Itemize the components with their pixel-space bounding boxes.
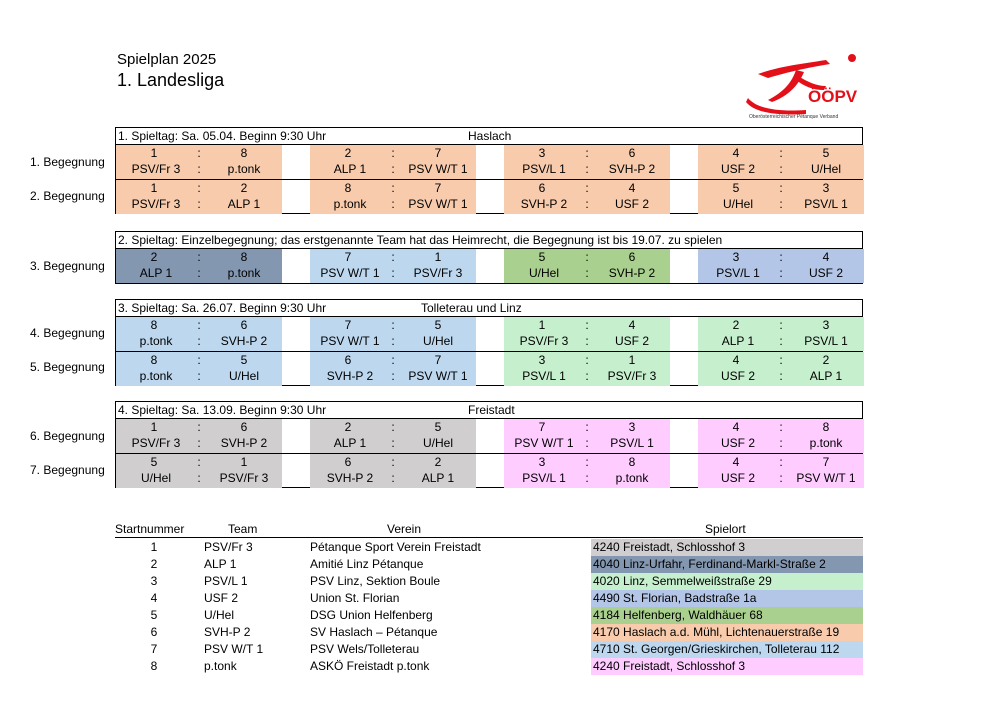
team-home: USF 2 <box>720 471 755 485</box>
team-home: PSV W/T 1 <box>320 266 380 280</box>
team-away: PSV W/T 1 <box>408 369 468 383</box>
team-away: ALP 1 <box>421 471 455 485</box>
team-code: PSV/Fr 3 <box>204 540 253 554</box>
team-away: USF 2 <box>614 197 649 211</box>
separator: : <box>197 353 201 367</box>
start-number-home: 2 <box>344 420 352 434</box>
start-number-home: 1 <box>150 181 158 195</box>
separator: : <box>197 146 201 160</box>
separator: : <box>391 334 395 348</box>
team-home: USF 2 <box>720 162 755 176</box>
start-number-away: 3 <box>628 420 636 434</box>
separator: : <box>779 250 783 264</box>
team-code: p.tonk <box>204 659 237 673</box>
team-home: p.tonk <box>333 197 367 211</box>
separator: : <box>585 353 589 367</box>
start-number-home: 4 <box>732 146 740 160</box>
separator: : <box>585 162 589 176</box>
match-row <box>116 419 862 453</box>
game-cell <box>310 352 476 386</box>
team-home: PSV/Fr 3 <box>519 334 569 348</box>
team-code: PSV W/T 1 <box>204 642 264 656</box>
separator: : <box>197 318 201 332</box>
team-home: U/Hel <box>722 197 753 211</box>
team-home: SVH-P 2 <box>326 369 374 383</box>
start-number-home: 7 <box>538 420 546 434</box>
venue: 4020 Linz, Semmelweißstraße 29 <box>591 573 863 590</box>
begegnung-label: 3. Begegnung <box>30 259 105 273</box>
start-number-home: 5 <box>150 455 158 469</box>
separator: : <box>585 455 589 469</box>
start-number-away: 6 <box>628 250 636 264</box>
separator: : <box>585 146 589 160</box>
separator: : <box>391 436 395 450</box>
game-cell <box>116 180 282 214</box>
start-number: 1 <box>150 540 158 554</box>
team-home: p.tonk <box>139 369 173 383</box>
team-home: PSV/Fr 3 <box>131 436 181 450</box>
start-number-away: 1 <box>434 250 442 264</box>
header-verein: Verein <box>387 522 422 536</box>
team-home: ALP 1 <box>721 334 755 348</box>
spieltag-title: 1. Spieltag: Sa. 05.04. Beginn 9:30 Uhr <box>118 129 327 143</box>
game-cell <box>698 454 864 488</box>
logo-name: ÖÖPV <box>808 87 858 106</box>
start-number-home: 2 <box>150 250 158 264</box>
start-number-away: 8 <box>628 455 636 469</box>
start-number-home: 5 <box>732 181 740 195</box>
team-home: U/Hel <box>140 471 171 485</box>
game-cell <box>116 419 282 453</box>
game-cell <box>698 145 864 179</box>
start-number: 7 <box>150 642 158 656</box>
separator: : <box>585 420 589 434</box>
match-row <box>116 179 862 213</box>
team-code: ALP 1 <box>204 557 237 571</box>
team-away: PSV/L 1 <box>610 436 654 450</box>
separator: : <box>585 250 589 264</box>
start-number-home: 2 <box>344 146 352 160</box>
game-cell <box>116 352 282 386</box>
separator: : <box>779 146 783 160</box>
begegnung-label: 6. Begegnung <box>30 429 105 443</box>
venue: 4710 St. Georgen/Grieskirchen, Tolleterau 112 <box>591 641 863 658</box>
team-away: U/Hel <box>810 162 841 176</box>
header-divider <box>115 537 863 538</box>
separator: : <box>585 369 589 383</box>
begegnung-label: 4. Begegnung <box>30 326 105 340</box>
match-row <box>116 351 862 385</box>
team-away: ALP 1 <box>227 197 261 211</box>
start-number-away: 8 <box>822 420 830 434</box>
game-cell <box>310 180 476 214</box>
separator: : <box>391 146 395 160</box>
start-number-home: 3 <box>538 146 546 160</box>
start-number-home: 7 <box>344 250 352 264</box>
game-cell <box>310 419 476 453</box>
separator: : <box>197 420 201 434</box>
game-cell <box>504 317 670 351</box>
team-home: ALP 1 <box>139 266 173 280</box>
team-home: PSV/Fr 3 <box>131 197 181 211</box>
start-number-away: 4 <box>628 318 636 332</box>
start-number-away: 5 <box>434 318 442 332</box>
start-number-away: 3 <box>822 181 830 195</box>
separator: : <box>585 334 589 348</box>
team-away: U/Hel <box>422 436 453 450</box>
spieltag-header <box>116 402 862 419</box>
table-row <box>115 590 863 607</box>
table-row <box>115 573 863 590</box>
separator: : <box>391 197 395 211</box>
team-away: SVH-P 2 <box>608 162 656 176</box>
oopv-logo <box>746 52 862 120</box>
header-spielort: Spielort <box>705 522 746 536</box>
start-number-home: 3 <box>538 353 546 367</box>
spieltag-place: Tolleterau und Linz <box>421 301 522 315</box>
team-home: U/Hel <box>528 266 559 280</box>
start-number-home: 6 <box>344 455 352 469</box>
separator: : <box>779 353 783 367</box>
separator: : <box>391 471 395 485</box>
club-name: ASKÖ Freistadt p.tonk <box>310 659 430 673</box>
start-number-away: 8 <box>240 250 248 264</box>
start-number-away: 5 <box>240 353 248 367</box>
separator: : <box>197 369 201 383</box>
separator: : <box>197 181 201 195</box>
game-cell <box>504 180 670 214</box>
table-row <box>115 641 863 658</box>
team-away: PSV W/T 1 <box>796 471 856 485</box>
team-away: USF 2 <box>614 334 649 348</box>
start-number: 3 <box>150 574 158 588</box>
separator: : <box>197 334 201 348</box>
start-number-home: 4 <box>732 455 740 469</box>
separator: : <box>197 197 201 211</box>
start-number-home: 6 <box>344 353 352 367</box>
separator: : <box>779 266 783 280</box>
team-away: SVH-P 2 <box>608 266 656 280</box>
start-number-away: 7 <box>434 353 442 367</box>
separator: : <box>391 318 395 332</box>
start-number: 2 <box>150 557 158 571</box>
separator: : <box>779 471 783 485</box>
table-row <box>115 658 863 675</box>
team-away: PSV/L 1 <box>804 334 848 348</box>
game-cell <box>698 317 864 351</box>
game-cell <box>504 419 670 453</box>
separator: : <box>391 369 395 383</box>
club-name: PSV Linz, Sektion Boule <box>310 574 441 588</box>
team-home: PSV/Fr 3 <box>131 162 181 176</box>
spieltag-header <box>116 232 862 249</box>
game-cell <box>698 419 864 453</box>
team-home: ALP 1 <box>333 162 367 176</box>
separator: : <box>391 181 395 195</box>
team-away: p.tonk <box>809 436 843 450</box>
table-row <box>115 539 863 556</box>
separator: : <box>197 436 201 450</box>
venue: 4240 Freistadt, Schlosshof 3 <box>591 539 863 556</box>
start-number-home: 6 <box>538 181 546 195</box>
separator: : <box>585 197 589 211</box>
team-home: PSV/L 1 <box>522 369 566 383</box>
separator: : <box>197 266 201 280</box>
spieltag-title: 2. Spieltag: Einzelbegegnung; das erstgenannte Team hat das Heimrecht, die Begegnung ist bis 19.07. zu spielen <box>118 233 723 247</box>
start-number-away: 6 <box>628 146 636 160</box>
separator: : <box>197 162 201 176</box>
start-number: 5 <box>150 608 158 622</box>
venue: 4040 Linz-Urfahr, Ferdinand-Markl-Straße 2 <box>591 556 863 573</box>
document-title: Spielplan 2025 <box>117 51 217 68</box>
team-home: USF 2 <box>720 369 755 383</box>
spieltag-4 <box>115 401 863 488</box>
start-number-away: 1 <box>240 455 248 469</box>
separator: : <box>391 353 395 367</box>
team-home: SVH-P 2 <box>326 471 374 485</box>
start-number-home: 2 <box>732 318 740 332</box>
separator: : <box>585 266 589 280</box>
spieltag-title: 3. Spieltag: Sa. 26.07. Beginn 9:30 Uhr <box>118 301 327 315</box>
team-away: p.tonk <box>615 471 649 485</box>
spieltag-3 <box>115 299 863 386</box>
game-cell <box>504 249 670 283</box>
game-cell <box>310 454 476 488</box>
start-number: 8 <box>150 659 158 673</box>
start-number-away: 2 <box>240 181 248 195</box>
start-number-home: 8 <box>344 181 352 195</box>
start-number-away: 4 <box>628 181 636 195</box>
team-away: SVH-P 2 <box>220 334 268 348</box>
start-number-away: 2 <box>434 455 442 469</box>
start-number-away: 2 <box>822 353 830 367</box>
start-number-home: 4 <box>732 353 740 367</box>
team-away: PSV W/T 1 <box>408 162 468 176</box>
spieltag-place: Haslach <box>468 129 512 143</box>
league-title: 1. Landesliga <box>117 70 225 90</box>
team-away: p.tonk <box>227 162 261 176</box>
game-cell <box>310 317 476 351</box>
club-name: Union St. Florian <box>310 591 400 605</box>
team-away: SVH-P 2 <box>220 436 268 450</box>
team-code: USF 2 <box>204 591 239 605</box>
separator: : <box>779 181 783 195</box>
start-number-home: 3 <box>732 250 740 264</box>
spieltag-2 <box>115 231 863 284</box>
team-away: USF 2 <box>808 266 843 280</box>
game-cell <box>504 145 670 179</box>
team-away: PSV/Fr 3 <box>607 369 657 383</box>
game-cell <box>116 454 282 488</box>
match-row <box>116 317 862 351</box>
team-away: p.tonk <box>227 266 261 280</box>
team-home: PSV W/T 1 <box>514 436 574 450</box>
match-row <box>116 145 862 179</box>
begegnung-label: 5. Begegnung <box>30 360 105 374</box>
spieltag-place: Freistadt <box>468 403 515 417</box>
team-away: U/Hel <box>422 334 453 348</box>
spieltag-title: 4. Spieltag: Sa. 13.09. Beginn 9:30 Uhr <box>118 403 327 417</box>
start-number-away: 3 <box>822 318 830 332</box>
game-cell <box>698 352 864 386</box>
game-cell <box>116 145 282 179</box>
game-cell <box>116 317 282 351</box>
start-number-away: 5 <box>822 146 830 160</box>
venue: 4170 Haslach a.d. Mühl, Lichtenauerstraße 19 <box>591 624 863 641</box>
team-home: p.tonk <box>139 334 173 348</box>
club-name: Amitié Linz Pétanque <box>310 557 424 571</box>
separator: : <box>779 455 783 469</box>
team-home: PSV/L 1 <box>522 162 566 176</box>
begegnung-label: 7. Begegnung <box>30 463 105 477</box>
separator: : <box>585 318 589 332</box>
match-row <box>116 453 862 487</box>
team-away: ALP 1 <box>809 369 843 383</box>
separator: : <box>391 420 395 434</box>
start-number-away: 7 <box>822 455 830 469</box>
game-cell <box>116 249 282 283</box>
match-row <box>116 249 862 283</box>
start-number-away: 4 <box>822 250 830 264</box>
start-number: 4 <box>150 591 158 605</box>
team-home: PSV/L 1 <box>522 471 566 485</box>
team-away: PSV/L 1 <box>804 197 848 211</box>
oopv-logo-graphic <box>746 52 862 120</box>
start-number-away: 6 <box>240 318 248 332</box>
team-home: USF 2 <box>720 436 755 450</box>
team-away: U/Hel <box>228 369 259 383</box>
start-number-home: 4 <box>732 420 740 434</box>
spieltag-header <box>116 128 862 145</box>
start-number-away: 1 <box>628 353 636 367</box>
table-row <box>115 556 863 573</box>
game-cell <box>698 249 864 283</box>
separator: : <box>197 471 201 485</box>
start-number-home: 1 <box>150 420 158 434</box>
table-row <box>115 607 863 624</box>
separator: : <box>779 436 783 450</box>
separator: : <box>391 455 395 469</box>
team-home: SVH-P 2 <box>520 197 568 211</box>
separator: : <box>779 197 783 211</box>
separator: : <box>779 420 783 434</box>
start-number-home: 8 <box>150 318 158 332</box>
separator: : <box>779 318 783 332</box>
table-row <box>115 624 863 641</box>
start-number-home: 1 <box>150 146 158 160</box>
start-number-away: 5 <box>434 420 442 434</box>
separator: : <box>779 334 783 348</box>
begegnung-label: 1. Begegnung <box>30 155 105 169</box>
start-number-away: 7 <box>434 181 442 195</box>
separator: : <box>585 471 589 485</box>
header-startnummer: Startnummer <box>115 522 185 536</box>
separator: : <box>779 369 783 383</box>
team-code: U/Hel <box>204 608 235 622</box>
spieltag-header <box>116 300 862 317</box>
start-number-home: 1 <box>538 318 546 332</box>
team-home: ALP 1 <box>333 436 367 450</box>
separator: : <box>391 250 395 264</box>
team-away: PSV/Fr 3 <box>219 471 269 485</box>
start-number-away: 7 <box>434 146 442 160</box>
separator: : <box>391 162 395 176</box>
logo-tagline: Oberösterreichischer Pétanque Verband <box>749 114 839 120</box>
start-number-away: 8 <box>240 146 248 160</box>
team-away: PSV/Fr 3 <box>413 266 463 280</box>
start-number-home: 7 <box>344 318 352 332</box>
game-cell <box>698 180 864 214</box>
separator: : <box>391 266 395 280</box>
separator: : <box>585 181 589 195</box>
game-cell <box>310 145 476 179</box>
team-away: PSV W/T 1 <box>408 197 468 211</box>
start-number-home: 5 <box>538 250 546 264</box>
game-cell <box>504 352 670 386</box>
start-number-away: 6 <box>240 420 248 434</box>
team-code: PSV/L 1 <box>204 574 248 588</box>
team-code: SVH-P 2 <box>204 625 251 639</box>
team-home: PSV W/T 1 <box>320 334 380 348</box>
club-name: Pétanque Sport Verein Freistadt <box>310 540 481 554</box>
game-cell <box>310 249 476 283</box>
venue: 4490 St. Florian, Badstraße 1a <box>591 590 863 607</box>
club-name: DSG Union Helfenberg <box>310 608 433 622</box>
header-team: Team <box>228 522 258 536</box>
begegnung-label: 2. Begegnung <box>30 189 105 203</box>
start-number-home: 8 <box>150 353 158 367</box>
venue: 4184 Helfenberg, Waldhäuer 68 <box>591 607 863 624</box>
separator: : <box>197 455 201 469</box>
spieltag-1 <box>115 127 863 214</box>
club-name: SV Haslach – Pétanque <box>310 625 438 639</box>
team-home: PSV/L 1 <box>716 266 760 280</box>
game-cell <box>504 454 670 488</box>
separator: : <box>779 162 783 176</box>
separator: : <box>585 436 589 450</box>
club-name: PSV Wels/Tolleterau <box>310 642 420 656</box>
venue: 4240 Freistadt, Schlosshof 3 <box>591 658 863 675</box>
start-number-home: 3 <box>538 455 546 469</box>
start-number: 6 <box>150 625 158 639</box>
separator: : <box>197 250 201 264</box>
